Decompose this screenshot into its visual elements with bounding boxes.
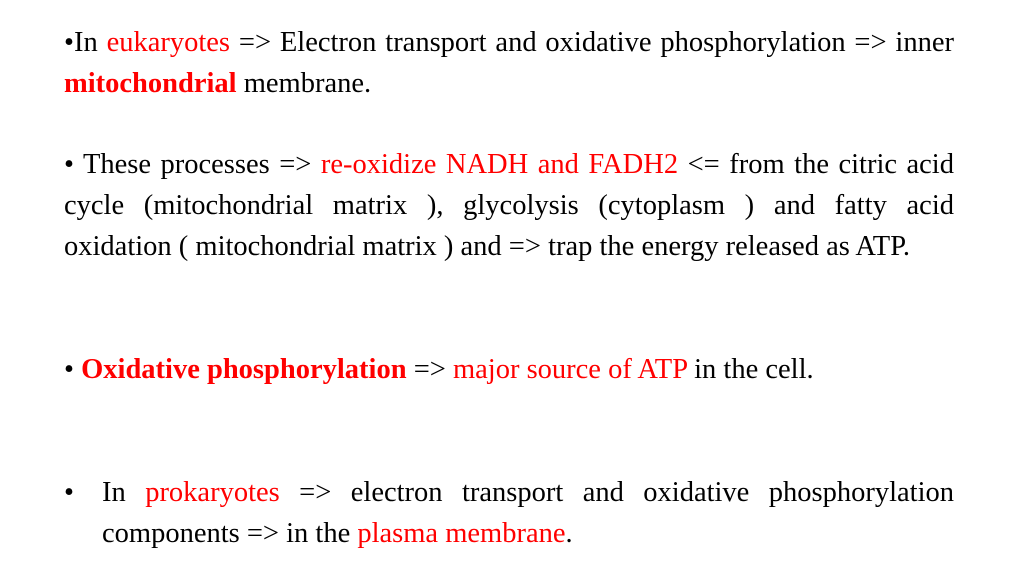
highlight-plasma-membrane: plasma membrane [357, 518, 566, 549]
text-segment: In [102, 477, 146, 508]
text-segment: => [406, 354, 453, 385]
bullet-marker: • [64, 477, 74, 508]
bullet-eukaryotes [64, 22, 954, 104]
text-segment: in the cell. [687, 354, 814, 385]
text-segment: <= from the citric acid cycle (mitochondrial matrix ), glycolysis (cytoplasm ) and fatty acid oxidation ( mitochondrial matrix ) and => trap the energy released as ATP. [64, 149, 954, 262]
text-segment: membrane. [236, 68, 372, 99]
bullet-marker: • [64, 354, 82, 385]
bullet-marker: • [64, 149, 83, 180]
highlight-oxidative-phosphorylation: Oxidative phosphorylation [81, 354, 407, 385]
text-segment: => electron transport and oxidative phosphorylation components => in the [102, 477, 955, 549]
highlight-prokaryotes: prokaryotes [145, 477, 280, 508]
bullet-oxidative-phosphorylation [64, 349, 954, 390]
bullet-body [102, 472, 954, 554]
highlight-eukaryotes: eukaryotes [106, 27, 231, 58]
text-segment: . [565, 518, 573, 549]
text-segment: These processes => [82, 149, 321, 180]
bullet-processes [64, 144, 954, 267]
text-segment: => Electron transport and oxidative phosphorylation => inner [230, 27, 954, 58]
bullet-marker: • [64, 27, 74, 58]
text-segment: In [73, 27, 107, 58]
bullet-prokaryotes [64, 472, 954, 554]
highlight-reoxidize: re-oxidize NADH and FADH2 [320, 149, 679, 180]
highlight-mitochondrial: mitochondrial [64, 68, 237, 99]
highlight-major-source: major source of ATP [452, 354, 687, 385]
